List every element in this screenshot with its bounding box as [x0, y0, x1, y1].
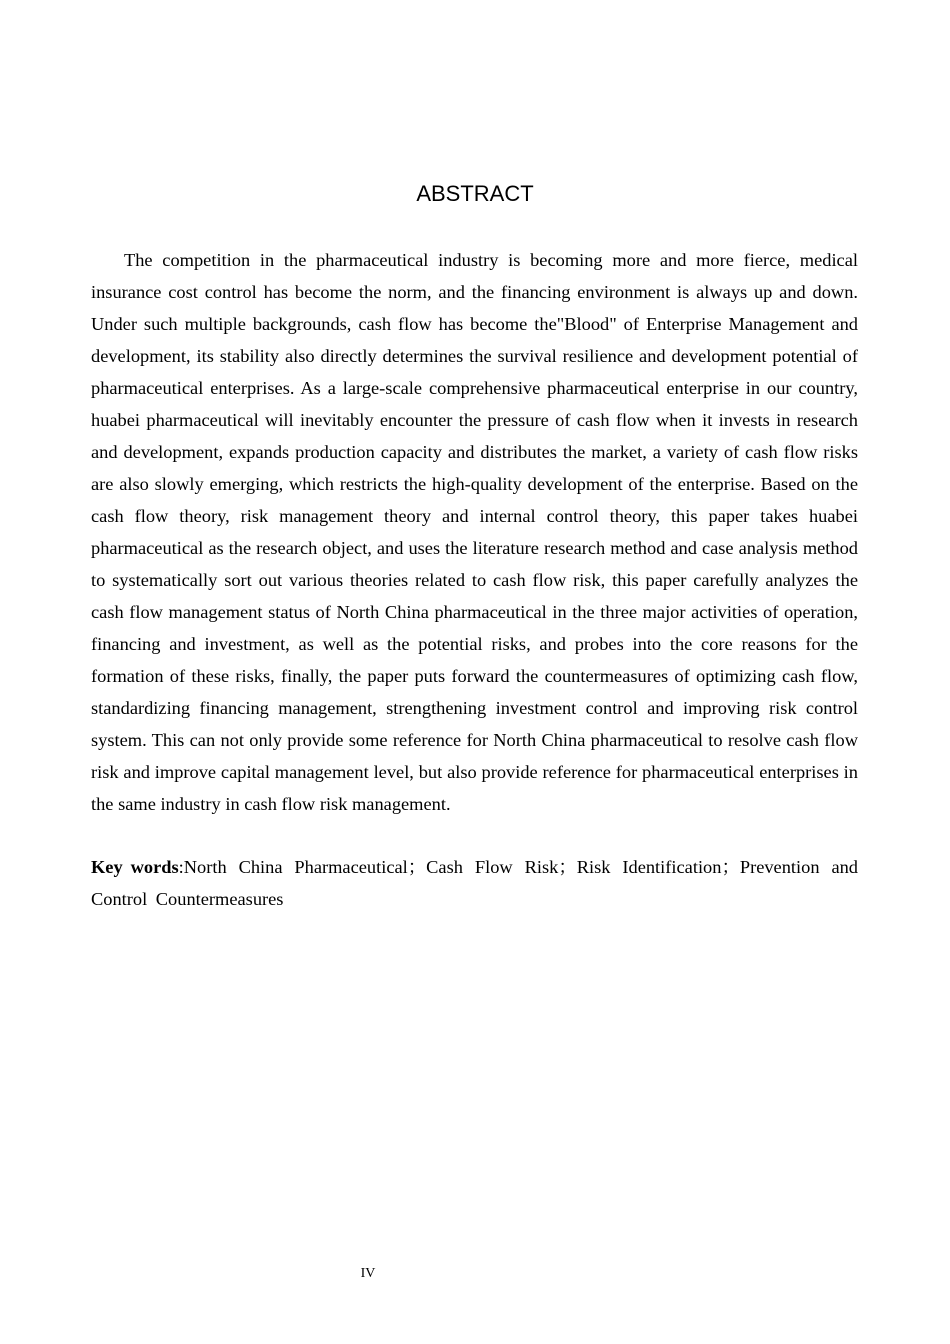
keywords-line: [91, 851, 858, 915]
keywords-label: Key words: [91, 857, 179, 877]
keywords-text: :North China Pharmaceutical；Cash Flow Risk；Risk Identification；Prevention and Control Countermeasures: [91, 857, 858, 909]
page-number: IV: [360, 1266, 376, 1281]
abstract-title: ABSTRACT: [416, 181, 534, 206]
abstract-paragraph: The competition in the pharmaceutical industry is becoming more and more fierce, medical insurance cost control has become the norm, and the financing environment is always up and down. Under such multiple backgrounds, cash flow has become the"Blood" of Enterprise Management and development, its stability also directly determines the survival resilience and development potential of pharmaceutical enterprises. As a large-scale comprehensive pharmaceutical enterprise in our country, huabei pharmaceutical will inevitably encounter the pressure of cash flow when it invests in research and development, expands production capacity and distributes the market, a variety of cash flow risks are also slowly emerging, which restricts the high-quality development of the enterprise. Based on the cash flow theory, risk management theory and internal control theory, this paper takes huabei pharmaceutical as the research object, and uses the literature research method and case analysis method to systematically sort out various theories related to cash flow risk, this paper carefully analyzes the cash flow management status of North China pharmaceutical in the three major activities of operation, financing and investment, as well as the potential risks, and probes into the core reasons for the formation of these risks, finally, the paper puts forward the countermeasures of optimizing cash flow, standardizing financing management, strengthening investment control and improving risk control system. This can not only provide some reference for North China pharmaceutical to resolve cash flow risk and improve capital management level, but also provide reference for pharmaceutical enterprises in the same industry in cash flow risk management.: [91, 250, 858, 814]
